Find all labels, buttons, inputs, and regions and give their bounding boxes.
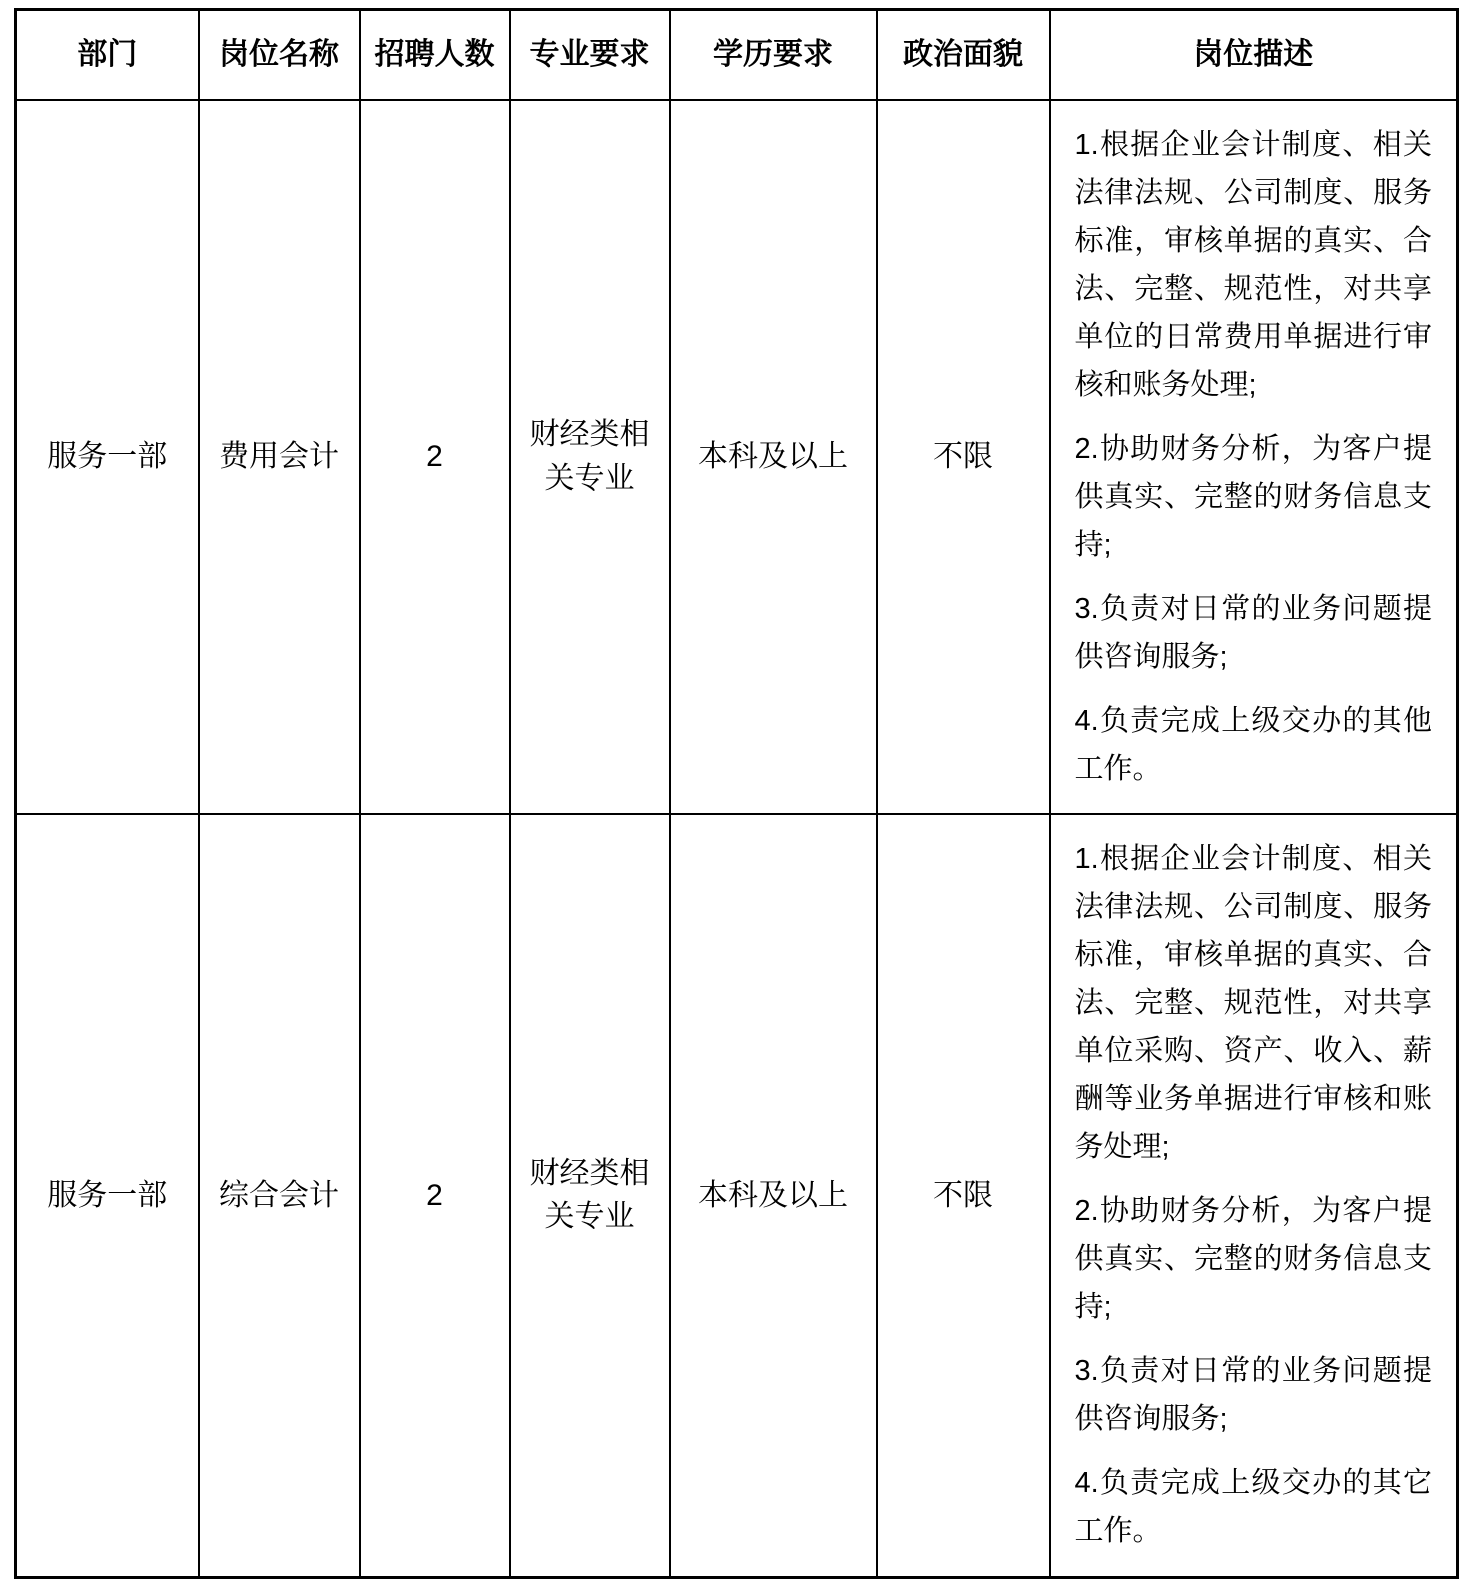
cell-headcount: 2 xyxy=(360,814,510,1578)
job-description-paragraph: 1.根据企业会计制度、相关法律法规、公司制度、服务标准，审核单据的真实、合法、完整、规范性，对共享单位采购、资产、收入、薪酬等业务单据进行审核和账务处理; xyxy=(1074,843,1432,1164)
header-political-status: 政治面貌 xyxy=(877,10,1050,100)
header-headcount: 招聘人数 xyxy=(360,10,510,100)
table-row xyxy=(16,814,1458,1578)
cell-position: 综合会计 xyxy=(199,814,360,1578)
header-education: 学历要求 xyxy=(670,10,877,100)
job-description-paragraph: 4.负责完成上级交办的其它工作。 xyxy=(1074,1467,1432,1548)
cell-major: 财经类相关专业 xyxy=(510,100,670,814)
header-description: 岗位描述 xyxy=(1050,10,1458,100)
job-description-paragraph: 2.协助财务分析，为客户提供真实、完整的财务信息支持; xyxy=(1074,432,1432,561)
cell-education: 本科及以上 xyxy=(670,100,877,814)
cell-description xyxy=(1050,814,1458,1578)
header-department: 部门 xyxy=(16,10,199,100)
job-description-paragraph: 4.负责完成上级交办的其他工作。 xyxy=(1074,704,1432,785)
cell-education: 本科及以上 xyxy=(670,814,877,1578)
table-row xyxy=(16,100,1458,814)
job-description-paragraph: 2.协助财务分析，为客户提供真实、完整的财务信息支持; xyxy=(1074,1195,1432,1324)
cell-position: 费用会计 xyxy=(199,100,360,814)
header-major: 专业要求 xyxy=(510,10,670,100)
cell-description xyxy=(1050,100,1458,814)
job-description-paragraph: 3.负责对日常的业务问题提供咨询服务; xyxy=(1074,1355,1432,1436)
cell-department: 服务一部 xyxy=(16,100,199,814)
cell-department: 服务一部 xyxy=(16,814,199,1578)
header-position: 岗位名称 xyxy=(199,10,360,100)
cell-major: 财经类相关专业 xyxy=(510,814,670,1578)
job-postings-table xyxy=(14,8,1459,1579)
cell-headcount: 2 xyxy=(360,100,510,814)
job-description-paragraph: 3.负责对日常的业务问题提供咨询服务; xyxy=(1074,592,1432,673)
cell-political-status: 不限 xyxy=(877,814,1050,1578)
header-row xyxy=(16,10,1458,100)
cell-political-status: 不限 xyxy=(877,100,1050,814)
job-description-paragraph: 1.根据企业会计制度、相关法律法规、公司制度、服务标准，审核单据的真实、合法、完整、规范性，对共享单位的日常费用单据进行审核和账务处理; xyxy=(1074,128,1432,401)
